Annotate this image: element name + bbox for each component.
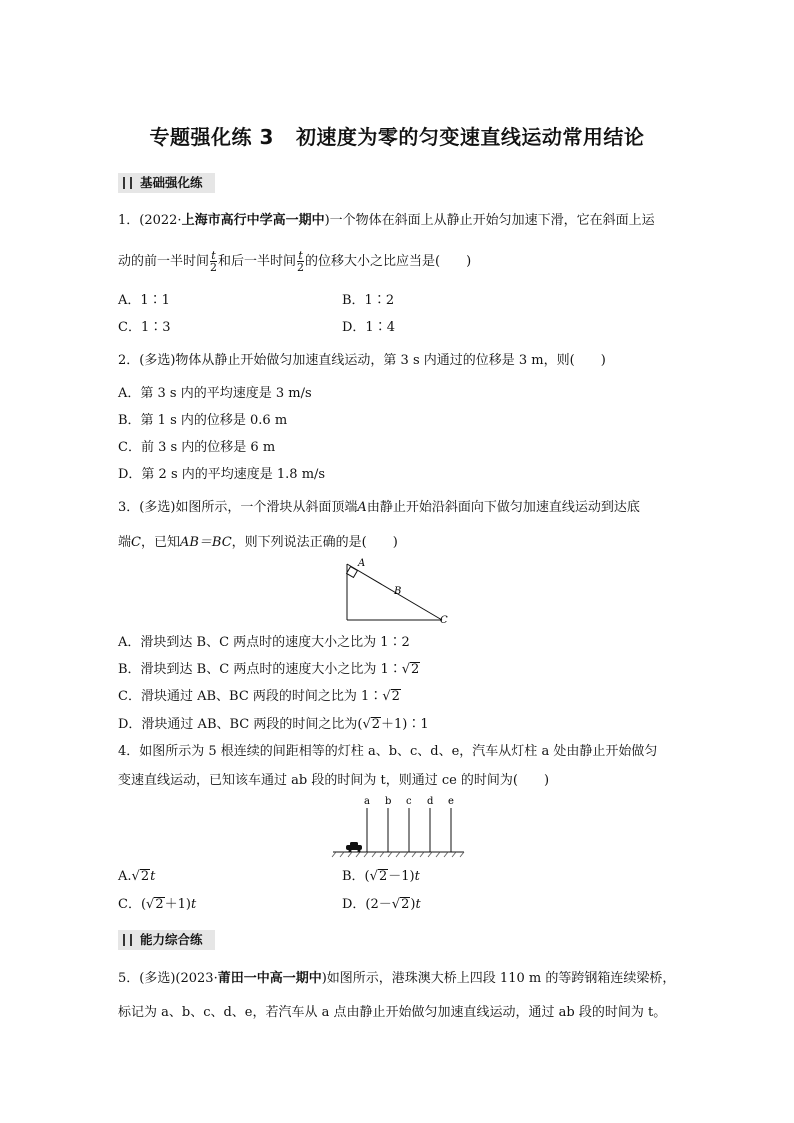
pole-label-b: b xyxy=(385,796,392,807)
q5-line2: 标记为 a、b、c、d、e，若汽车从 a 点由静止开始做匀加速直线运动，通过 ab 段的时间为 t。 xyxy=(118,1005,667,1020)
q1-option-d: D．1∶4 xyxy=(342,320,395,335)
pole-label-a: a xyxy=(364,796,370,807)
q1-line1: 1．(2022·上海市高行中学高一期中)一个物体在斜面上从静止开始匀加速下滑，它在斜面上运 xyxy=(118,213,655,228)
q2-stem: 2．(多选)物体从静止开始做匀加速直线运动，第 3 s 内通过的位移是 3 m，则( ) xyxy=(118,353,606,368)
q1-option-c: C．1∶3 xyxy=(118,320,171,335)
q4-option-d: D．(2－√2)t xyxy=(342,897,421,912)
q4-line2: 变速直线运动，已知该车通过 ab 段的时间为 t，则通过 ce 的时间为( ) xyxy=(118,773,550,788)
q4-option-b: B．(√2－1)t xyxy=(342,869,420,884)
q3-line1: 3．(多选)如图所示，一个滑块从斜面顶端A由静止开始沿斜面向下做匀加速直线运动到达底 xyxy=(118,500,640,515)
fraction-t-over-2: $\frac{t}{2}$ xyxy=(210,249,218,274)
lamp-poles-figure xyxy=(330,794,468,860)
q2-option-d: D．第 2 s 内的平均速度是 1.8 m/s xyxy=(118,467,326,482)
q2-option-c: C．前 3 s 内的位移是 6 m xyxy=(118,440,276,455)
section-advanced: 能力综合练 xyxy=(118,930,215,950)
pole-label-d: d xyxy=(427,796,434,807)
pole-label-e: e xyxy=(448,796,454,807)
car-icon xyxy=(346,842,362,853)
fig-label-c: C xyxy=(440,615,448,626)
q2-option-b: B．第 1 s 内的位移是 0.6 m xyxy=(118,413,288,428)
q5-line1: 5．(多选)(2023·莆田一中高一期中)如图所示，港珠澳大桥上四段 110 m 的等跨钢箱连续梁桥， xyxy=(118,971,676,986)
section-basic: 基础强化练 xyxy=(118,173,215,193)
page-title: 专题强化练 3 初速度为零的匀变速直线运动常用结论 xyxy=(149,125,645,149)
q4-option-a: A.√2t xyxy=(118,869,156,884)
pole-label-c: c xyxy=(406,796,412,807)
fig-label-a: A xyxy=(358,558,366,569)
incline-figure xyxy=(330,556,460,628)
q1-option-b: B．1∶2 xyxy=(342,293,395,308)
q4-option-c: C．(√2＋1)t xyxy=(118,897,197,912)
q1-line2: 动的前一半时间 $\frac{t}{2}$ 和后一半时间 $\frac{t}{2}$ 的位移大小之比应当是( ) xyxy=(118,249,472,274)
q3-option-d: D．滑块通过 AB、BC 两段的时间之比为(√2＋1)∶1 xyxy=(118,717,429,732)
q2-option-a: A．第 3 s 内的平均速度是 3 m/s xyxy=(118,386,312,401)
q3-option-c: C．滑块通过 AB、BC 两段的时间之比为 1∶√2 xyxy=(118,689,400,704)
fraction-t-over-2: $\frac{t}{2}$ xyxy=(297,249,305,274)
q3-option-a: A．滑块到达 B、C 两点时的速度大小之比为 1∶2 xyxy=(118,635,410,650)
q3-option-b: B．滑块到达 B、C 两点时的速度大小之比为 1∶√2 xyxy=(118,662,420,677)
q4-line1: 4．如图所示为 5 根连续的间距相等的灯柱 a、b、c、d、e，汽车从灯柱 a 处由静止开始做匀 xyxy=(118,744,658,759)
q1-option-a: A．1∶1 xyxy=(118,293,170,308)
slider-block xyxy=(347,567,358,578)
fig-label-b: B xyxy=(394,586,402,597)
q3-line2: 端C，已知AB＝BC，则下列说法正确的是( ) xyxy=(118,535,398,550)
